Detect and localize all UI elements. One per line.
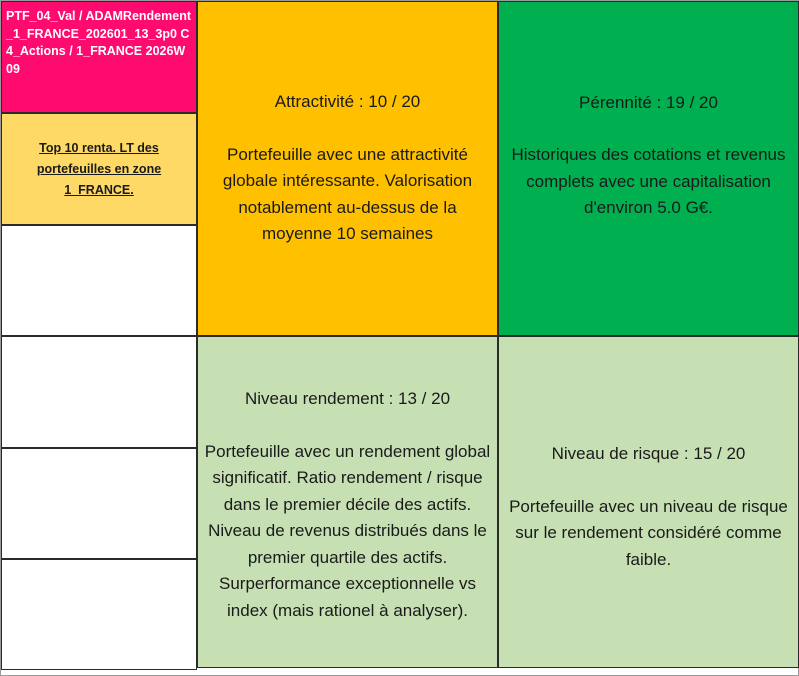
rendement-panel bbox=[197, 336, 498, 668]
empty-cell bbox=[1, 448, 197, 559]
perennite-description: Historiques des cotations et revenus complets avec une capitalisation d'environ 5.0 G€. bbox=[511, 145, 786, 217]
rendement-score: Niveau rendement : 13 / 20 bbox=[244, 389, 451, 408]
ranking-note-text: Top 10 renta. LT des portefeuilles en zone 1_FRANCE. bbox=[36, 140, 162, 197]
perennite-score: Pérennité : 19 / 20 bbox=[579, 92, 718, 112]
ranking-note bbox=[1, 113, 197, 225]
attractivite-panel bbox=[197, 1, 498, 336]
empty-cell bbox=[1, 559, 197, 670]
empty-cell bbox=[1, 225, 197, 336]
risque-panel bbox=[498, 336, 799, 668]
attractivite-description: Portefeuille avec une attractivité globale intéressante. Valorisation notablement au-dessus de la moyenne 10 semaines bbox=[222, 144, 473, 244]
portfolio-identifier-text: PTF_04_Val / ADAMRendement_1_FRANCE_202601_13_3p0 C4_Actions / 1_FRANCE 2026W09 bbox=[6, 9, 192, 76]
portfolio-identifier bbox=[1, 1, 197, 113]
risque-description: Portefeuille avec un niveau de risque sur le rendement considéré comme faible. bbox=[509, 496, 788, 569]
risque-score: Niveau de risque : 15 / 20 bbox=[551, 444, 746, 463]
rendement-description: Portefeuille avec un rendement global significatif. Ratio rendement / risque dans le premier décile des actifs. Niveau de revenus distribués dans le premier quartile des actifs. Surperformance exceptionnelle vs index (mais rationel à analyser). bbox=[204, 441, 491, 620]
attractivite-score: Attractivité : 10 / 20 bbox=[274, 92, 421, 112]
perennite-panel bbox=[498, 1, 799, 336]
empty-cell bbox=[1, 336, 197, 448]
